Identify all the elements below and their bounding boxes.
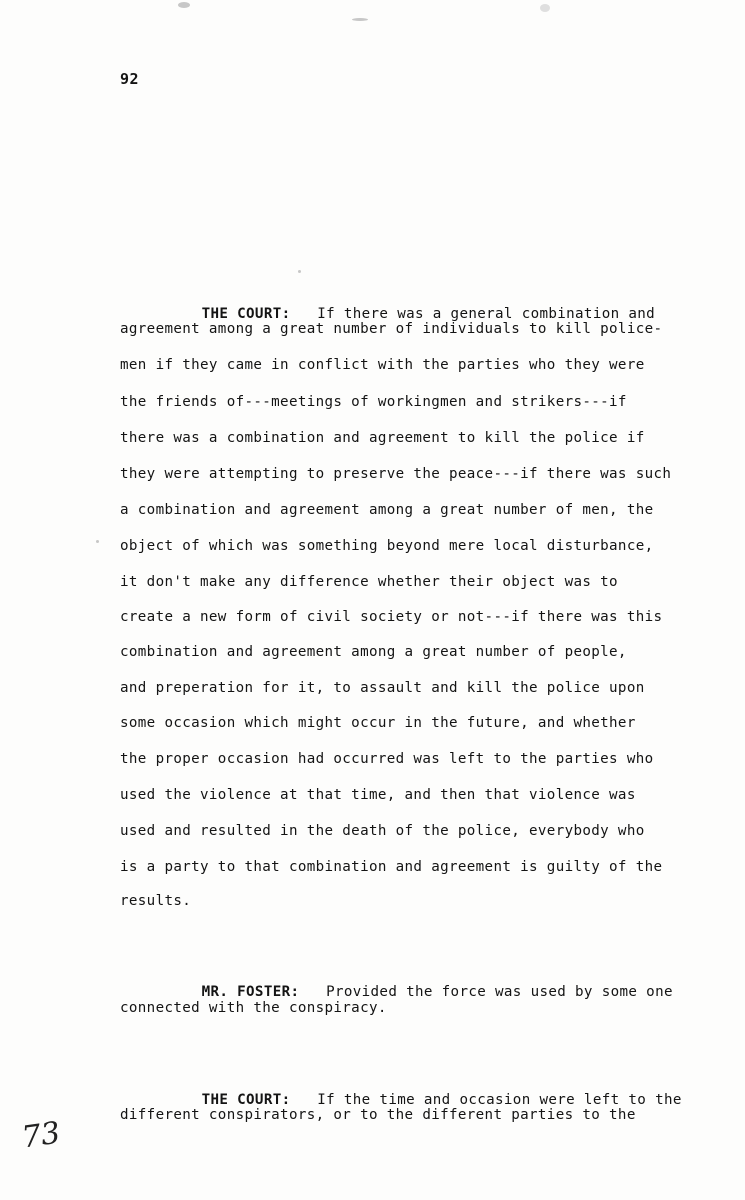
paragraph-text: Provided the force was used by some one xyxy=(326,984,673,1000)
paragraph-line: and preperation for it, to assault and kill the police upon xyxy=(120,680,645,696)
paragraph-line: there was a combination and agreement to kill the police if xyxy=(120,430,645,446)
paragraph-line: some occasion which might occur in the future, and whether xyxy=(120,715,636,731)
paragraph-text: If there was a general combination and xyxy=(317,306,656,322)
scan-speck xyxy=(540,4,550,12)
scan-speck xyxy=(178,2,190,8)
paragraph-line: results. xyxy=(120,893,192,909)
scan-speck xyxy=(352,18,368,21)
speaker-label: THE COURT: xyxy=(201,306,291,322)
paragraph-line: agreement among a great number of individuals to kill police- xyxy=(120,321,663,337)
paragraph-line: a combination and agreement among a great number of men, the xyxy=(120,502,654,518)
paragraph-line: different conspirators, or to the different parties to the xyxy=(120,1107,636,1123)
paragraph-line: object of which was something beyond mere local disturbance, xyxy=(120,538,654,554)
paragraph-line: combination and agreement among a great number of people, xyxy=(120,644,627,660)
page-number: 92 xyxy=(120,70,140,88)
speaker-label: MR. FOSTER: xyxy=(201,984,300,1000)
paragraph-line: it don't make any difference whether their object was to xyxy=(120,574,618,590)
paragraph-text: If the time and occasion were left to the xyxy=(317,1092,682,1108)
paragraph-line: create a new form of civil society or not---if there was this xyxy=(120,609,663,625)
speaker-label: THE COURT: xyxy=(201,1092,291,1108)
handwritten-margin-note: 73 xyxy=(19,1115,63,1156)
scan-speck xyxy=(298,270,301,273)
paragraph-line: connected with the conspiracy. xyxy=(120,1000,387,1016)
paragraph-line: they were attempting to preserve the peace---if there was such xyxy=(120,466,672,482)
paragraph-line: used and resulted in the death of the police, everybody who xyxy=(120,823,645,839)
paragraph-line: the proper occasion had occurred was left to the parties who xyxy=(120,751,654,767)
scan-speck xyxy=(96,540,99,543)
paragraph-line: is a party to that combination and agreement is guilty of the xyxy=(120,859,663,875)
paragraph-line: the friends of---meetings of workingmen and strikers---if xyxy=(120,394,627,410)
paragraph-line: men if they came in conflict with the parties who they were xyxy=(120,357,645,373)
paragraph-line: used the violence at that time, and then that violence was xyxy=(120,787,636,803)
